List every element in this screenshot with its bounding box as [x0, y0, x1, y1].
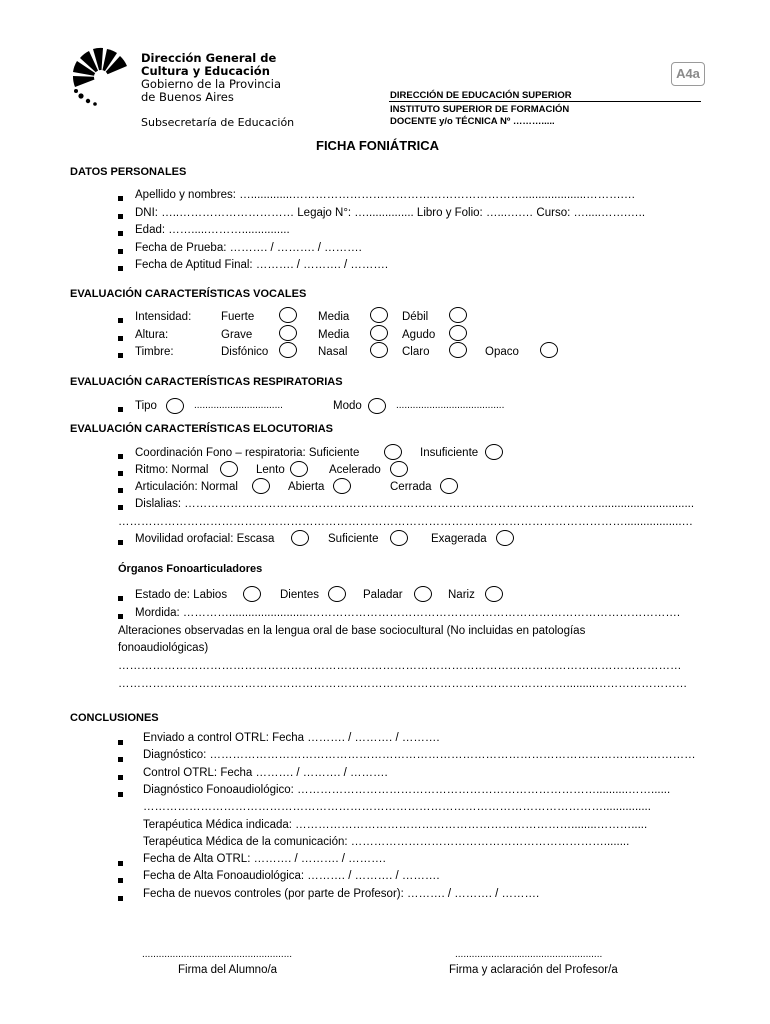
agudo-radio[interactable]: [449, 325, 467, 341]
bullet: [118, 614, 123, 619]
cerrada-label: Cerrada: [390, 481, 432, 493]
claro-radio[interactable]: [449, 342, 467, 358]
bullet: [118, 318, 123, 323]
bullet: [118, 353, 123, 358]
alteraciones-field-2[interactable]: ……………………………………………………………………………………………………….........……………………: [118, 678, 688, 690]
suficiente-label: Suficiente: [328, 533, 379, 545]
diagnostico-field[interactable]: Diagnóstico: ………………………………………………………………………………………………….……………: [143, 749, 696, 761]
respiratorias-heading: EVALUACIÓN CARACTERÍSTICAS RESPIRATORIAS: [70, 376, 343, 388]
insuficiente-radio[interactable]: [485, 444, 503, 460]
dientes-label: Dientes: [280, 589, 319, 601]
debil-label: Débil: [402, 311, 429, 323]
bullet: [118, 740, 123, 745]
disfonico-radio[interactable]: [279, 342, 297, 358]
datos-personales-heading: DATOS PERSONALES: [70, 166, 187, 178]
altura-label: Altura:: [135, 329, 169, 341]
fuerte-radio[interactable]: [279, 307, 297, 323]
coordinacion-label: Coordinación Fono – respiratoria: Suficiente: [135, 447, 360, 459]
movilidad-suficiente-radio[interactable]: [390, 530, 408, 546]
agudo-label: Agudo: [402, 329, 436, 341]
org-line-4: de Buenos Aires: [141, 90, 234, 104]
fecha-prueba-field[interactable]: Fecha de Prueba: ………. / ………. / ……….: [135, 242, 362, 254]
bullet: [118, 266, 123, 271]
fecha-aptitud-field[interactable]: Fecha de Aptitud Final: ………. / ………. / ……….: [135, 259, 389, 271]
form-code-badge: A4a: [671, 62, 705, 86]
diagnostico-fono-continuation[interactable]: …………………………………………………………………………………………………………...............: [143, 801, 651, 813]
bullet: [118, 861, 123, 866]
institution-logo-icon: [70, 46, 132, 108]
fecha-controles-field[interactable]: Fecha de nuevos controles (por parte de Profesor): ………. / ………. / ……….: [143, 888, 540, 900]
bullet: [118, 231, 123, 236]
media-intensidad-label: Media: [318, 311, 350, 323]
bullet: [118, 336, 123, 341]
apellido-field[interactable]: Apellido y nombres: ….............……………………………………………………....................……….…: [135, 189, 636, 201]
cerrada-radio[interactable]: [440, 478, 458, 494]
paladar-label: Paladar: [363, 589, 403, 601]
nasal-radio[interactable]: [370, 342, 388, 358]
nariz-label: Nariz: [448, 589, 475, 601]
abierta-radio[interactable]: [333, 478, 351, 494]
bullet: [118, 196, 123, 201]
bullet: [118, 896, 123, 901]
conclusiones-heading: CONCLUSIONES: [70, 712, 159, 724]
dientes-radio[interactable]: [328, 586, 346, 602]
exagerada-label: Exagerada: [431, 533, 487, 545]
organos-heading: Órganos Fonoarticuladores: [118, 563, 263, 575]
alteraciones-field-1[interactable]: …………………………………………………………………………………………………………………………………: [118, 660, 682, 672]
media-altura-radio[interactable]: [370, 325, 388, 341]
dni-field[interactable]: DNI: …..………………………… Legajo N°: …............... Libro y Folio: …...….… Curso: ….....…….…..: [135, 207, 646, 219]
ritmo-label: Ritmo: Normal: [135, 464, 209, 476]
dislalias-continuation[interactable]: ……………………………………………………………………………………………………………………..................…: [118, 516, 694, 528]
alteraciones-text-1: Alteraciones observadas en la lengua oral de base sociocultural (No incluidas en patologías: [118, 625, 586, 637]
nariz-radio[interactable]: [485, 586, 503, 602]
bullet: [118, 454, 123, 459]
acelerado-radio[interactable]: [390, 461, 408, 477]
movilidad-label: Movilidad orofacial: Escasa: [135, 533, 275, 545]
bullet: [118, 878, 123, 883]
enviado-field[interactable]: Enviado a control OTRL: Fecha ………. / ………. / ……….: [143, 732, 440, 744]
bullet: [118, 505, 123, 510]
claro-label: Claro: [402, 346, 430, 358]
firma-alumno-label: Firma del Alumno/a: [178, 964, 278, 976]
bullet: [118, 249, 123, 254]
dislalias-field[interactable]: Dislalias: ………………………………………………………………………………………………..............................: [135, 498, 695, 510]
bullet: [118, 540, 123, 545]
insuficiente-label: Insuficiente: [420, 447, 479, 459]
media-intensidad-radio[interactable]: [370, 307, 388, 323]
modo-label: Modo: [333, 400, 362, 412]
tipo-label: Tipo: [135, 400, 157, 412]
subsecretaria-label: Subsecretaría de Educación: [141, 116, 295, 129]
bullet: [118, 596, 123, 601]
articulacion-normal-radio[interactable]: [252, 478, 270, 494]
alteraciones-text-2: fonoaudiológicas): [118, 642, 209, 654]
timbre-label: Timbre:: [135, 346, 174, 358]
bullet: [118, 488, 123, 493]
grave-label: Grave: [221, 329, 253, 341]
firma-profesor-label: Firma y aclaración del Profesor/a: [449, 964, 618, 976]
mordida-field[interactable]: Mordida: ………….........................…………………………………………………………………………………….: [135, 607, 681, 619]
edad-field[interactable]: Edad: …….....………...............: [135, 224, 290, 236]
bullet: [118, 407, 123, 412]
articulacion-label: Articulación: Normal: [135, 481, 238, 493]
instituto-line-2: DOCENTE y/o TÉCNICA Nº ……….....: [390, 116, 555, 127]
labios-radio[interactable]: [243, 586, 261, 602]
opaco-radio[interactable]: [540, 342, 558, 358]
lento-radio[interactable]: [290, 461, 308, 477]
bullet: [118, 214, 123, 219]
header-divider: [389, 101, 701, 102]
abierta-label: Abierta: [288, 481, 325, 493]
bullet: [118, 775, 123, 780]
organization-name: [141, 52, 281, 104]
page-title: FICHA FONIÁTRICA: [316, 138, 440, 153]
org-line-2: Cultura y Educación: [141, 64, 270, 78]
acelerado-label: Acelerado: [329, 464, 381, 476]
coordinacion-suficiente-radio[interactable]: [384, 444, 402, 460]
modo-field[interactable]: .......................................: [396, 400, 505, 411]
firma-alumno-line[interactable]: ......................................................: [142, 949, 293, 960]
estado-label: Estado de: Labios: [135, 589, 228, 601]
org-line-1: Dirección General de: [141, 51, 277, 65]
ritmo-normal-radio[interactable]: [220, 461, 238, 477]
intensidad-label: Intensidad:: [135, 311, 192, 323]
tipo-field[interactable]: ................................: [194, 400, 283, 411]
elocutorias-heading: EVALUACIÓN CARACTERÍSTICAS ELOCUTORIAS: [70, 423, 333, 435]
instituto-label: [390, 104, 569, 128]
exagerada-radio[interactable]: [496, 530, 514, 546]
tipo-radio[interactable]: [166, 398, 184, 414]
org-line-3: Gobierno de la Provincia: [141, 77, 282, 91]
opaco-label: Opaco: [485, 346, 519, 358]
grave-radio[interactable]: [279, 325, 297, 341]
control-otrl-field[interactable]: Control OTRL: Fecha ………. / ………. / ……….: [143, 767, 388, 779]
diagnostico-fono-field[interactable]: Diagnóstico Fonoaudiológico: ……………………………………………………………………..........……......: [143, 784, 671, 796]
fecha-alta-otrl-field[interactable]: Fecha de Alta OTRL: ………. / ………. / ……….: [143, 853, 386, 865]
bullet: [118, 471, 123, 476]
terapeutica-medica-field[interactable]: Terapéutica Médica indicada: ………………………………………………………………........……….....: [143, 819, 648, 831]
media-altura-label: Media: [318, 329, 350, 341]
modo-radio[interactable]: [368, 398, 386, 414]
terapeutica-comunicacion-field[interactable]: Terapéutica Médica de la comunicación: …………………………………………………………........: [143, 836, 630, 848]
bullet: [118, 792, 123, 797]
direccion-label: DIRECCIÓN DE EDUCACIÓN SUPERIOR: [390, 90, 572, 101]
movilidad-escasa-radio[interactable]: [291, 530, 309, 546]
debil-radio[interactable]: [449, 307, 467, 323]
lento-label: Lento: [256, 464, 285, 476]
fecha-alta-fono-field[interactable]: Fecha de Alta Fonoaudiológica: ………. / ………. / ……….: [143, 870, 440, 882]
bullet: [118, 757, 123, 762]
instituto-line-1: INSTITUTO SUPERIOR DE FORMACIÓN: [390, 104, 570, 115]
paladar-radio[interactable]: [414, 586, 432, 602]
fuerte-label: Fuerte: [221, 311, 255, 323]
nasal-label: Nasal: [318, 346, 348, 358]
vocales-heading: EVALUACIÓN CARACTERÍSTICAS VOCALES: [70, 288, 307, 300]
disfonico-label: Disfónico: [221, 346, 269, 358]
firma-profesor-line[interactable]: .....................................................: [455, 949, 603, 960]
